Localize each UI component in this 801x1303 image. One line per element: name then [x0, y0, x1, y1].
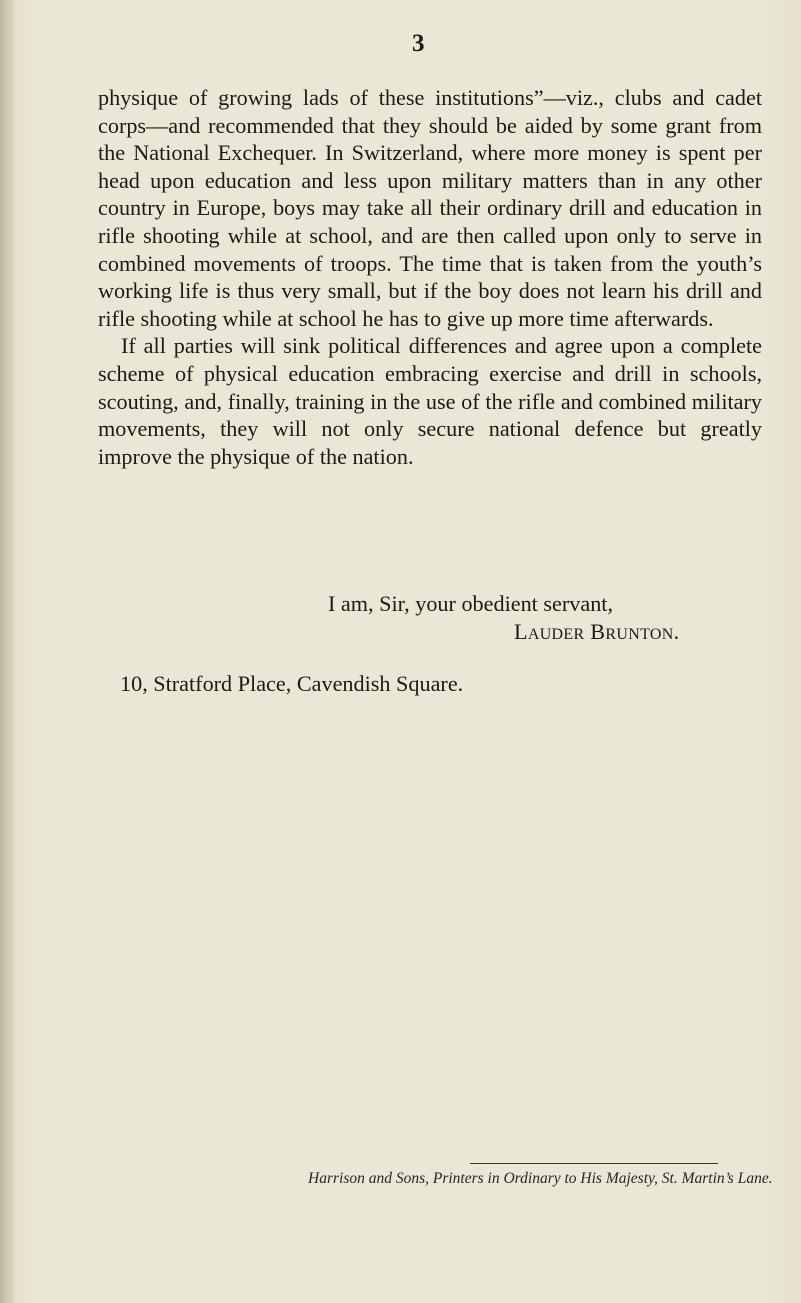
- page-number: 3: [412, 30, 425, 57]
- letter-signature: Lauder Brunton.: [514, 619, 680, 644]
- sender-address: 10, Stratford Place, Cavendish Square.: [120, 671, 464, 696]
- paragraph-2: If all parties will sink political differences and agree upon a complete scheme of physical education embracing exercise and drill in schools, scouting, and, finally, training in the use of the rifle and combined military movements, they will not only secure national defence but greatly improve the physique of the nation.: [98, 333, 762, 469]
- letter-body: [98, 84, 762, 470]
- letter-closing: I am, Sir, your obedient servant,: [328, 591, 614, 616]
- paragraph-1: physique of growing lads of these institutions”—viz., clubs and cadet corps—and recommended that they should be aided by some grant from the National Exchequer. In Switzerland, where more money is spent per head upon education and less upon military matters than in any other country in Europe, boys may take all their ordinary drill and education in rifle shooting while at school, and are then called upon only to serve in combined movements of troops. The time that is taken from the youth’s working life is thus very small, but if the boy does not learn his drill and rifle shooting while at school he has to give up more time afterwards.: [98, 85, 762, 331]
- printer-imprint: Harrison and Sons, Printers in Ordinary to His Majesty, St. Martin’s Lane.: [308, 1170, 773, 1187]
- footer-rule: [470, 1163, 718, 1164]
- binding-gutter: [0, 0, 14, 1303]
